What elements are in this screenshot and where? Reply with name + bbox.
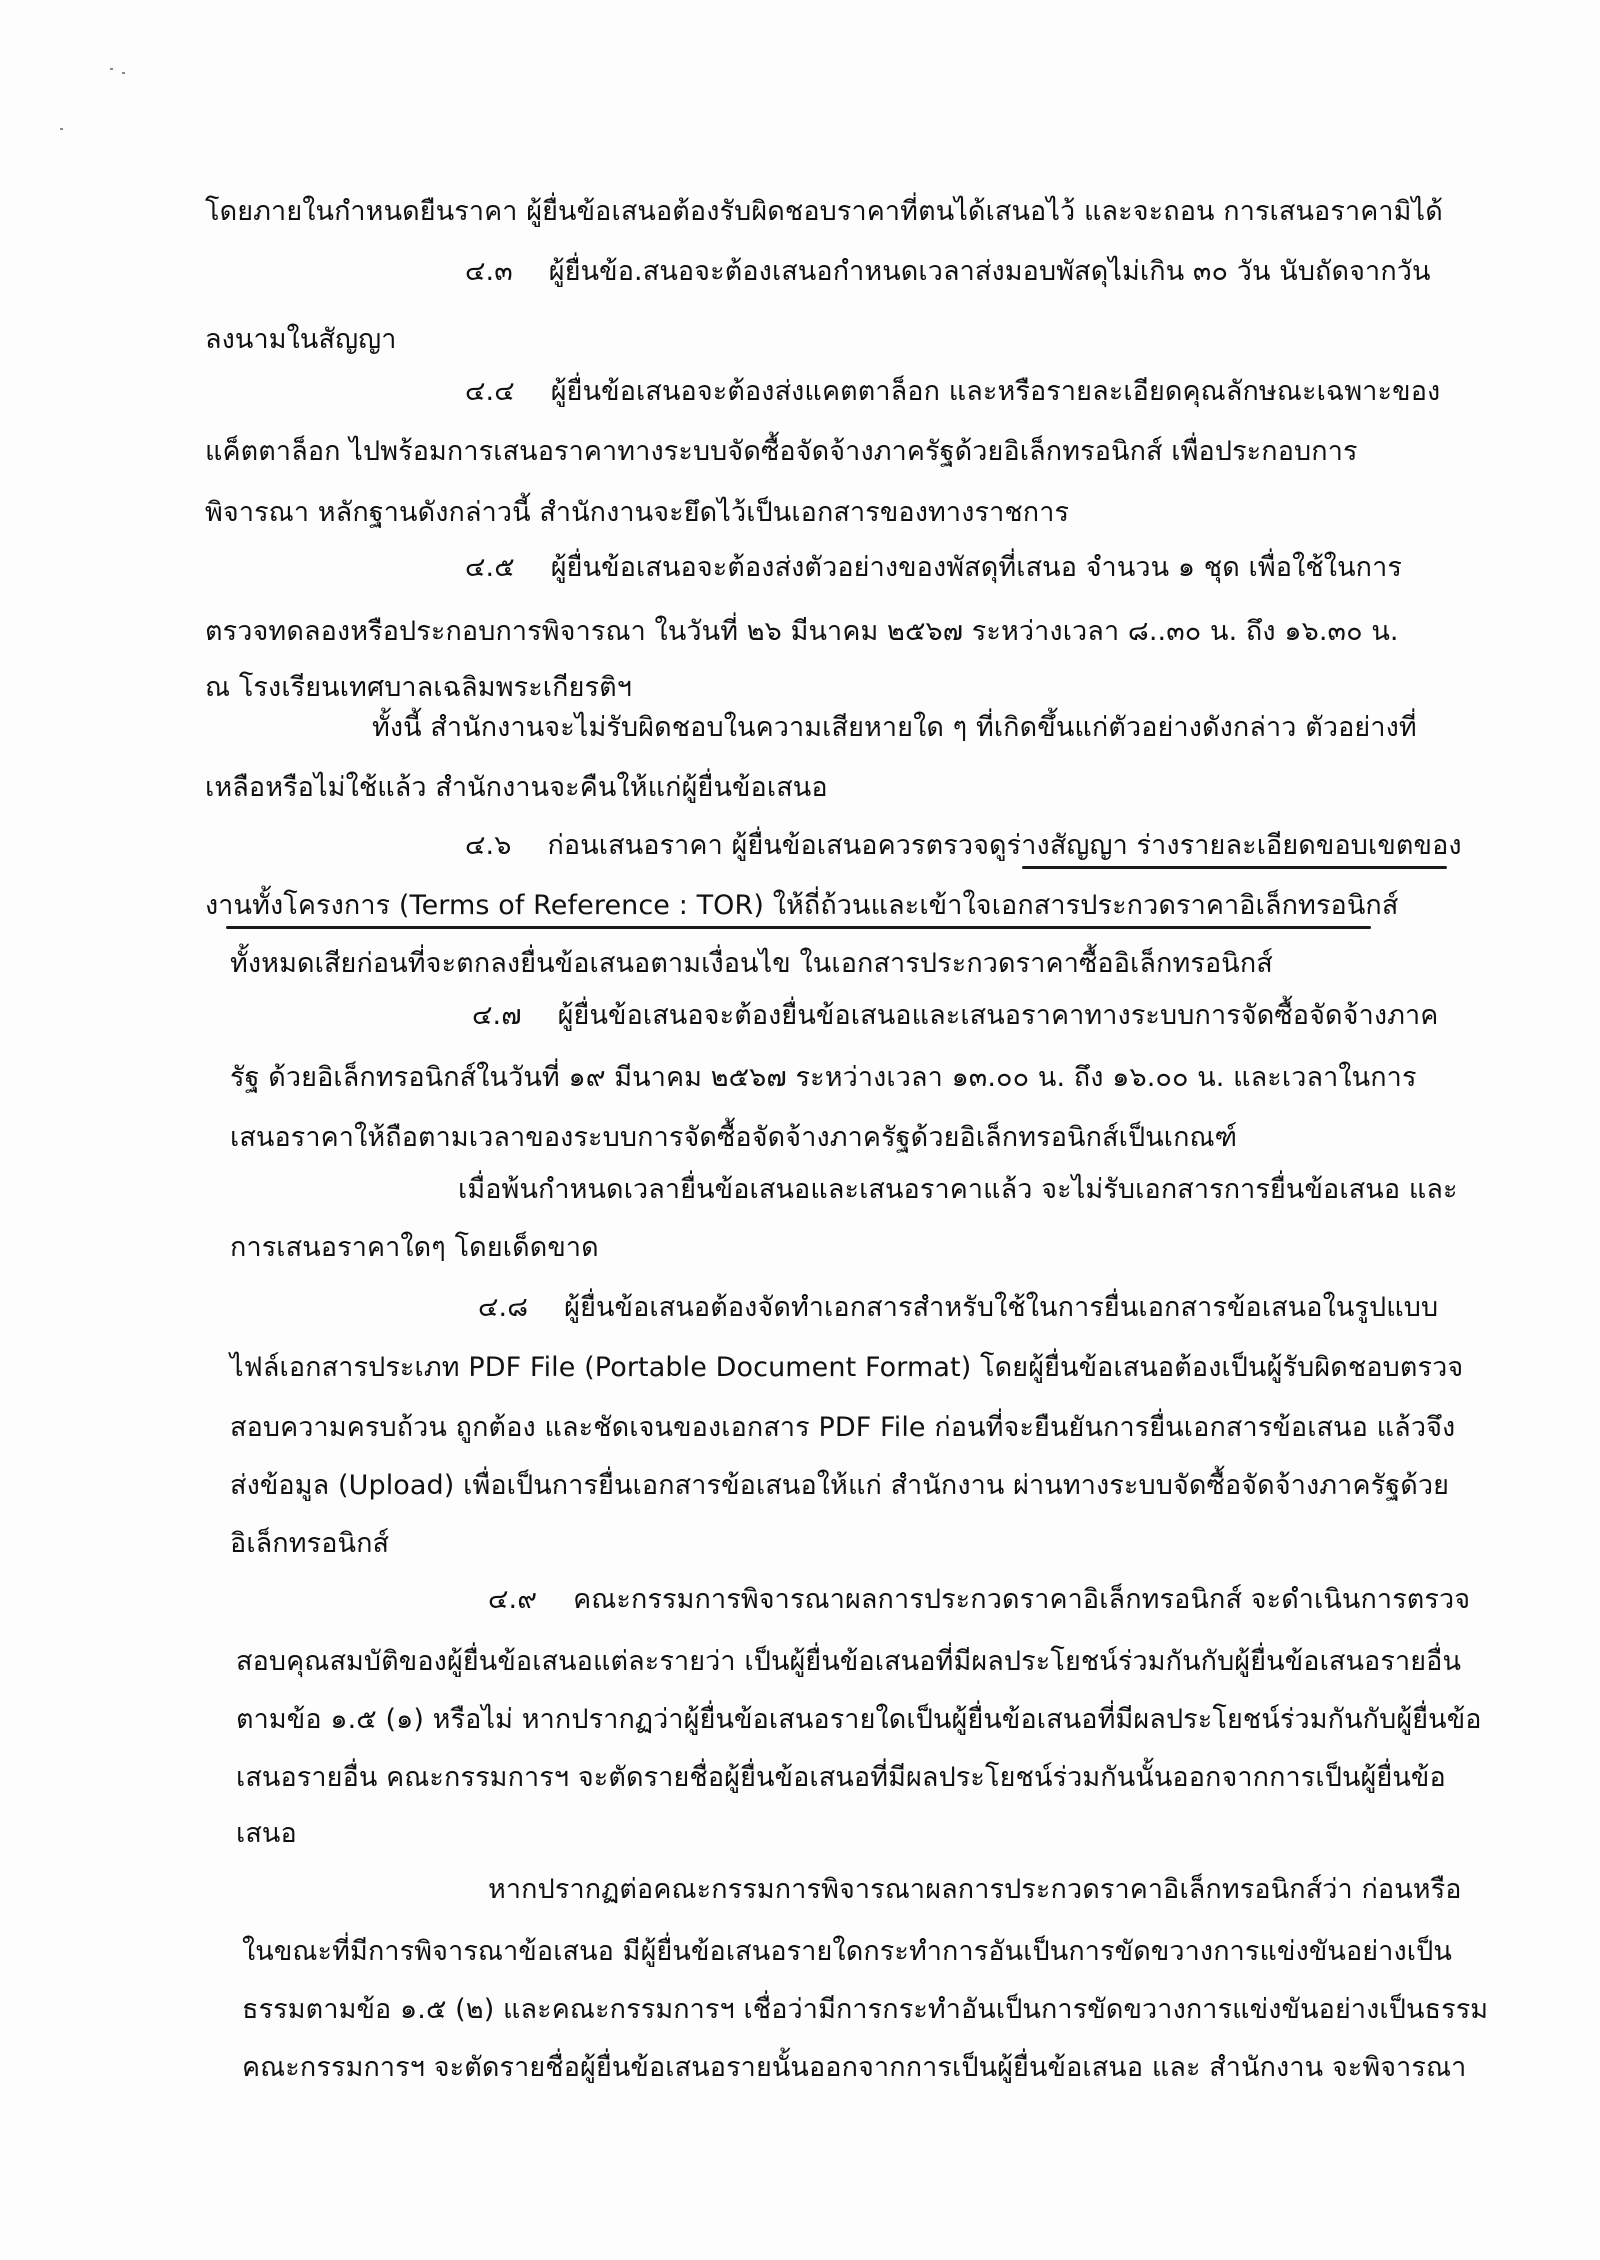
text-line-29: เสนอ [236, 1818, 297, 1849]
text-line-17: เสนอราคาให้ถือตามเวลาของระบบการจัดซื้อจัดจ้างภาครัฐด้วยอิเล็กทรอนิกส์เป็นเกณฑ์ [230, 1122, 1238, 1153]
text-line-21: ไฟล์เอกสารประเภท PDF File (Portable Document Format) โดยผู้ยื่นข้อเสนอต้องเป็นผู้รับผิดชอบตรวจ [230, 1352, 1464, 1383]
text-line-15: ผู้ยื่นข้อเสนอจะต้องยื่นข้อเสนอและเสนอราคาทางระบบการจัดซื้อจัดจ้างภาค [557, 1000, 1439, 1031]
clause-number: ๔.๖ [465, 830, 512, 861]
clause-number: ๔.๘ [478, 1292, 529, 1323]
text-line-19: การเสนอราคาใดๆ โดยเด็ดขาด [230, 1232, 599, 1263]
text-line-3: ลงนามในสัญญา [205, 324, 397, 355]
text-line-6: พิจารณา หลักฐานดังกล่าวนี้ สำนักงานจะยึดไว้เป็นเอกสารของทางราชการ [205, 497, 1070, 528]
text-line-30: หากปรากฏต่อคณะกรรมการพิจารณาผลการประกวดราคาอิเล็กทรอนิกส์ว่า ก่อนหรือ [488, 1874, 1462, 1905]
text-line-23: ส่งข้อมูล (Upload) เพื่อเป็นการยื่นเอกสารข้อเสนอให้แก่ สำนักงาน ผ่านทางระบบจัดซื้อจัดจ้างภาครัฐด้วย [230, 1470, 1450, 1501]
clause-number: ๔.๗ [472, 1000, 522, 1031]
clause-4-4 [465, 372, 1440, 412]
clause-4-9 [488, 1580, 1470, 1620]
text-line-24: อิเล็กทรอนิกส์ [230, 1528, 390, 1559]
clause-number: ๔.๔ [465, 376, 515, 407]
clause-4-6 [465, 826, 1462, 866]
text-line-27: ตามข้อ ๑.๕ (๑) หรือไม่ หากปรากฏว่าผู้ยื่นข้อเสนอรายใดเป็นผู้ยื่นข้อเสนอที่มีผลประโยชน์ร่วมกันกับผู้ยื่นข้อ [236, 1704, 1482, 1735]
text-line-31: ในขณะที่มีการพิจารณาข้อเสนอ มีผู้ยื่นข้อเสนอรายใดกระทำการอันเป็นการขัดขวางการแข่งขันอย่างเป็น [242, 1936, 1452, 1967]
text-line-20: ผู้ยื่นข้อเสนอต้องจัดทำเอกสารสำหรับใช้ในการยื่นเอกสารข้อเสนอในรูปแบบ [564, 1292, 1439, 1323]
clause-4-8 [478, 1288, 1438, 1328]
scan-speck [110, 68, 113, 70]
text-line-9: ณ โรงเรียนเทศบาลเฉลิมพระเกียรติฯ [205, 672, 632, 703]
text-line-13: งานทั้งโครงการ (Terms of Reference : TOR) ให้ถี่ถ้วนและเข้าใจเอกสารประกวดราคาอิเล็กทรอนิกส์ [205, 890, 1399, 921]
text-line-12: ก่อนเสนอราคา ผู้ยื่นข้อเสนอควรตรวจดูร่างสัญญา ร่างรายละเอียดขอบเขตของ [547, 830, 1462, 861]
text-line-14: ทั้งหมดเสียก่อนที่จะตกลงยื่นข้อเสนอตามเงื่อนไข ในเอกสารประกวดราคาซื้ออิเล็กทรอนิกส์ [230, 948, 1273, 979]
scan-speck [122, 72, 125, 74]
text-line-8: ตรวจทดลองหรือประกอบการพิจารณา ในวันที่ ๒๖ มีนาคม ๒๕๖๗ ระหว่างเวลา ๘..๓๐ น. ถึง ๑๖.๓๐ น. [205, 616, 1399, 647]
text-line-4: ผู้ยื่นข้อเสนอจะต้องส่งแคตตาล็อก และหรือรายละเอียดคุณลักษณะเฉพาะของ [550, 376, 1441, 407]
text-line-32: ธรรมตามข้อ ๑.๕ (๒) และคณะกรรมการฯ เชื่อว่ามีการกระทำอันเป็นการขัดขวางการแข่งขันอย่างเป็นธรรม [242, 1994, 1489, 2025]
underline-mark [226, 926, 1371, 929]
clause-4-7 [472, 996, 1438, 1036]
text-line-25: คณะกรรมการพิจารณาผลการประกวดราคาอิเล็กทรอนิกส์ จะดำเนินการตรวจ [573, 1584, 1471, 1615]
text-line-26: สอบคุณสมบัติของผู้ยื่นข้อเสนอแต่ละรายว่า เป็นผู้ยื่นข้อเสนอที่มีผลประโยชน์ร่วมกันกับผู้ยื่นข้อเสนอรายอื่น [236, 1646, 1462, 1677]
clause-number: ๔.๕ [465, 552, 515, 583]
text-line-22: สอบความครบถ้วน ถูกต้อง และชัดเจนของเอกสาร PDF File ก่อนที่จะยืนยันการยื่นเอกสารข้อเสนอ แล้วจึง [230, 1412, 1456, 1443]
text-line-33: คณะกรรมการฯ จะตัดรายชื่อผู้ยื่นข้อเสนอรายนั้นออกจากการเป็นผู้ยื่นข้อเสนอ และ สำนักงาน จะพิจารณา [242, 2052, 1467, 2083]
clause-number: ๔.๙ [488, 1584, 538, 1615]
clause-number: ๔.๓ [465, 256, 513, 287]
text-line-1: โดยภายในกำหนดยืนราคา ผู้ยื่นข้อเสนอต้องรับผิดชอบราคาที่ตนได้เสนอไว้ และจะถอน การเสนอราคามิได้ [205, 196, 1443, 227]
text-line-5: แค็ตตาล็อก ไปพร้อมการเสนอราคาทางระบบจัดซื้อจัดจ้างภาครัฐด้วยอิเล็กทรอนิกส์ เพื่อประกอบการ [205, 436, 1358, 467]
clause-4-5 [465, 548, 1402, 588]
text-line-2: ผู้ยื่นข้อ.สนอจะต้องเสนอกำหนดเวลาส่งมอบพัสดุไม่เกิน ๓๐ วัน นับถัดจากวัน [548, 256, 1431, 287]
text-line-28: เสนอรายอื่น คณะกรรมการฯ จะตัดรายชื่อผู้ยื่นข้อเสนอที่มีผลประโยชน์ร่วมกันนั้นออกจากการเป็นผู้ยื่นข้อ [236, 1762, 1446, 1793]
text-line-18: เมื่อพ้นกำหนดเวลายื่นข้อเสนอและเสนอราคาแล้ว จะไม่รับเอกสารการยื่นข้อเสนอ และ [458, 1174, 1458, 1205]
text-line-7: ผู้ยื่นข้อเสนอจะต้องส่งตัวอย่างของพัสดุที่เสนอ จำนวน ๑ ชุด เพื่อใช้ในการ [550, 552, 1402, 583]
scan-speck [60, 128, 63, 130]
clause-4-3 [465, 252, 1431, 292]
text-line-16: รัฐ ด้วยอิเล็กทรอนิกส์ในวันที่ ๑๙ มีนาคม ๒๕๖๗ ระหว่างเวลา ๑๓.๐๐ น. ถึง ๑๖.๐๐ น. และเวลาในการ [230, 1062, 1417, 1093]
text-line-10: ทั้งนี้ สำนักงานจะไม่รับผิดชอบในความเสียหายใด ๆ ที่เกิดขึ้นแก่ตัวอย่างดังกล่าว ตัวอย่างที่ [372, 712, 1417, 743]
underline-mark [1022, 866, 1447, 869]
text-line-11: เหลือหรือไม่ใช้แล้ว สำนักงานจะคืนให้แก่ผู้ยื่นข้อเสนอ [205, 772, 828, 803]
